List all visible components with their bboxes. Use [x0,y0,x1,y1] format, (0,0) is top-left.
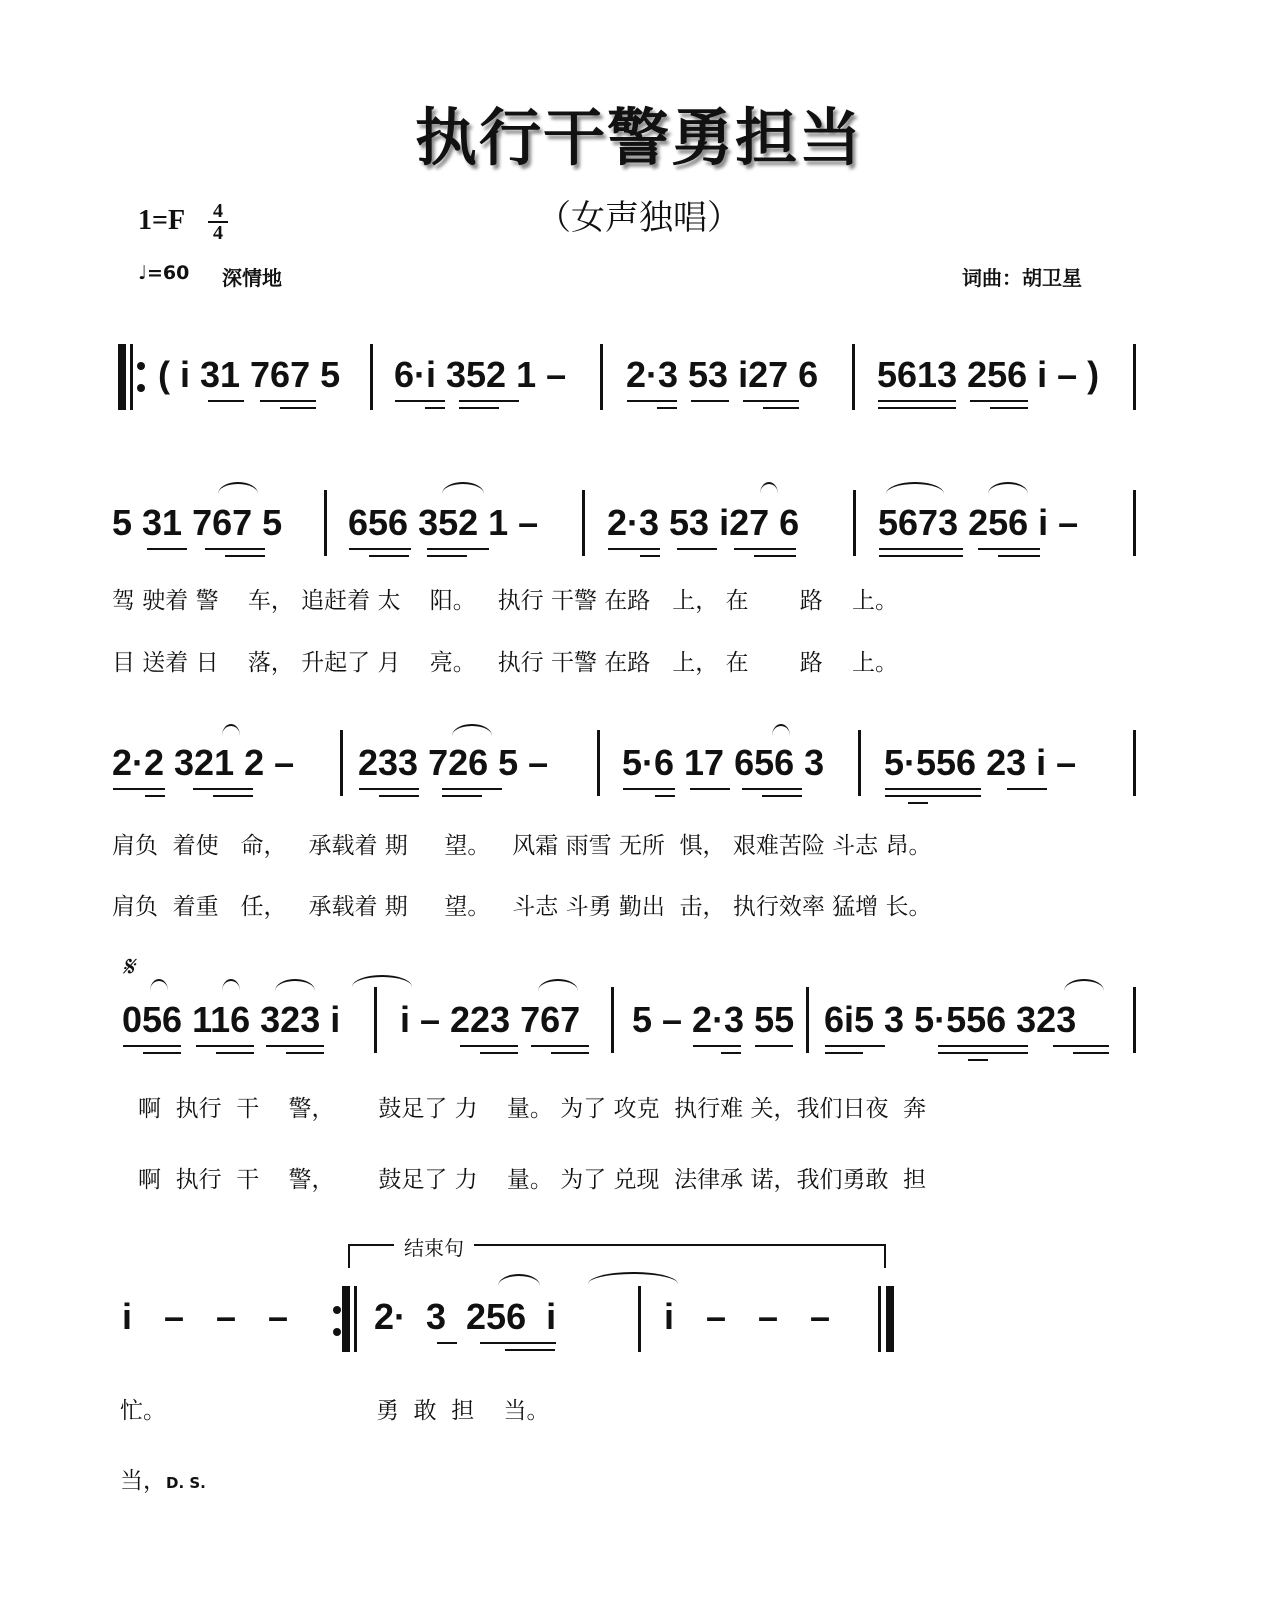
measure: 233 726 5 – [358,742,549,783]
score-line-5 [0,1282,1278,1362]
measure: 6·i 352 1 – [394,354,567,395]
score-line-4 [0,985,1278,1065]
song-subtitle: （女声独唱） [537,198,741,238]
lyrics-ending: 勇 敢 担 当。 [376,1398,550,1424]
barline [638,1286,641,1352]
repeat-dots [137,362,145,392]
song-title: 执行干警勇担当 [414,101,863,174]
barline [340,730,343,796]
measure: i – – – [664,1296,831,1337]
measure: 5 31 767 5 [112,502,283,543]
segno-icon: 𝄋 [122,950,135,983]
measure: 2· 3 256 i [374,1296,557,1337]
ds-mark: D. S. [166,1474,206,1492]
measure: i – – – [122,1296,289,1337]
time-signature-bottom: 4 [213,222,223,244]
barline [374,987,377,1053]
lyrics-verse-2: 啊 执行 干 警， 鼓足了 力 量。 为了 兑现 法律承 诺，我们勇敢 担 [138,1167,927,1193]
lyrics-verse-1: 啊 执行 干 警， 鼓足了 力 量。 为了 攻克 执行难 关，我们日夜 奔 [138,1096,927,1122]
key-signature: 1=F [138,205,186,236]
lyrics-verse-1: 肩负 着使 命， 承载着 期 望。 风霜 雨雪 无所 惧， 艰难苦险 斗志 昂。 [112,833,932,859]
time-signature-top: 4 [213,200,223,222]
measure: 5673 256 i – [878,502,1079,543]
credits: 词曲：胡卫星 [962,266,1082,290]
repeat-dots [333,1306,341,1336]
barline [600,344,603,410]
measure: 656 352 1 – [348,502,539,543]
dal-segno-instruction [120,1462,206,1495]
ending-label: 结束句 [394,1232,474,1261]
lyrics-verse-2: 目 送着 日 落， 升起了 月 亮。 执行 干警 在路 上， 在 路 上。 [112,650,898,676]
barline [324,490,327,556]
measure: ( i 31 767 5 [158,354,341,395]
barline [611,987,614,1053]
barline [582,490,585,556]
measure: 5 – 2·3 55 [632,999,795,1040]
lyrics-verse-1: 驾 驶着 警 车， 追赶着 太 阳。 执行 干警 在路 上， 在 路 上。 [112,588,898,614]
measure: 2·3 53 i27 6 [607,502,800,543]
barline [858,730,861,796]
lyrics-verse-2: 当， [120,1468,166,1494]
time-signature [208,202,228,242]
measure: 5·6 17 656 3 [622,742,825,783]
measure: i – 223 767 [400,999,581,1040]
measure: 2·2 321 2 – [112,742,295,783]
score-line-1 [0,340,1278,420]
tempo-marking: ♩=60 [138,262,190,284]
expression-marking: 深情地 [222,266,282,290]
measure: 6i5 3 5·556 323 [824,999,1077,1040]
barline [1133,490,1136,556]
barline [1133,344,1136,410]
barline [1133,730,1136,796]
score-line-3 [0,728,1278,808]
measure: 5613 256 i – ) [877,354,1100,395]
measure: 2·3 53 i27 6 [626,354,819,395]
barline [1133,987,1136,1053]
measure: 5·556 23 i – [884,742,1077,783]
measure: 056 116 323 i [122,999,341,1040]
barline [852,344,855,410]
lyrics-verse-2: 肩负 着重 任， 承载着 期 望。 斗志 斗勇 勤出 击， 执行效率 猛增 长。 [112,894,932,920]
barline [853,490,856,556]
barline [370,344,373,410]
score-line-2 [0,488,1278,568]
lyrics-verse-1: 忙。 [120,1398,166,1424]
barline [806,987,809,1053]
barline [597,730,600,796]
